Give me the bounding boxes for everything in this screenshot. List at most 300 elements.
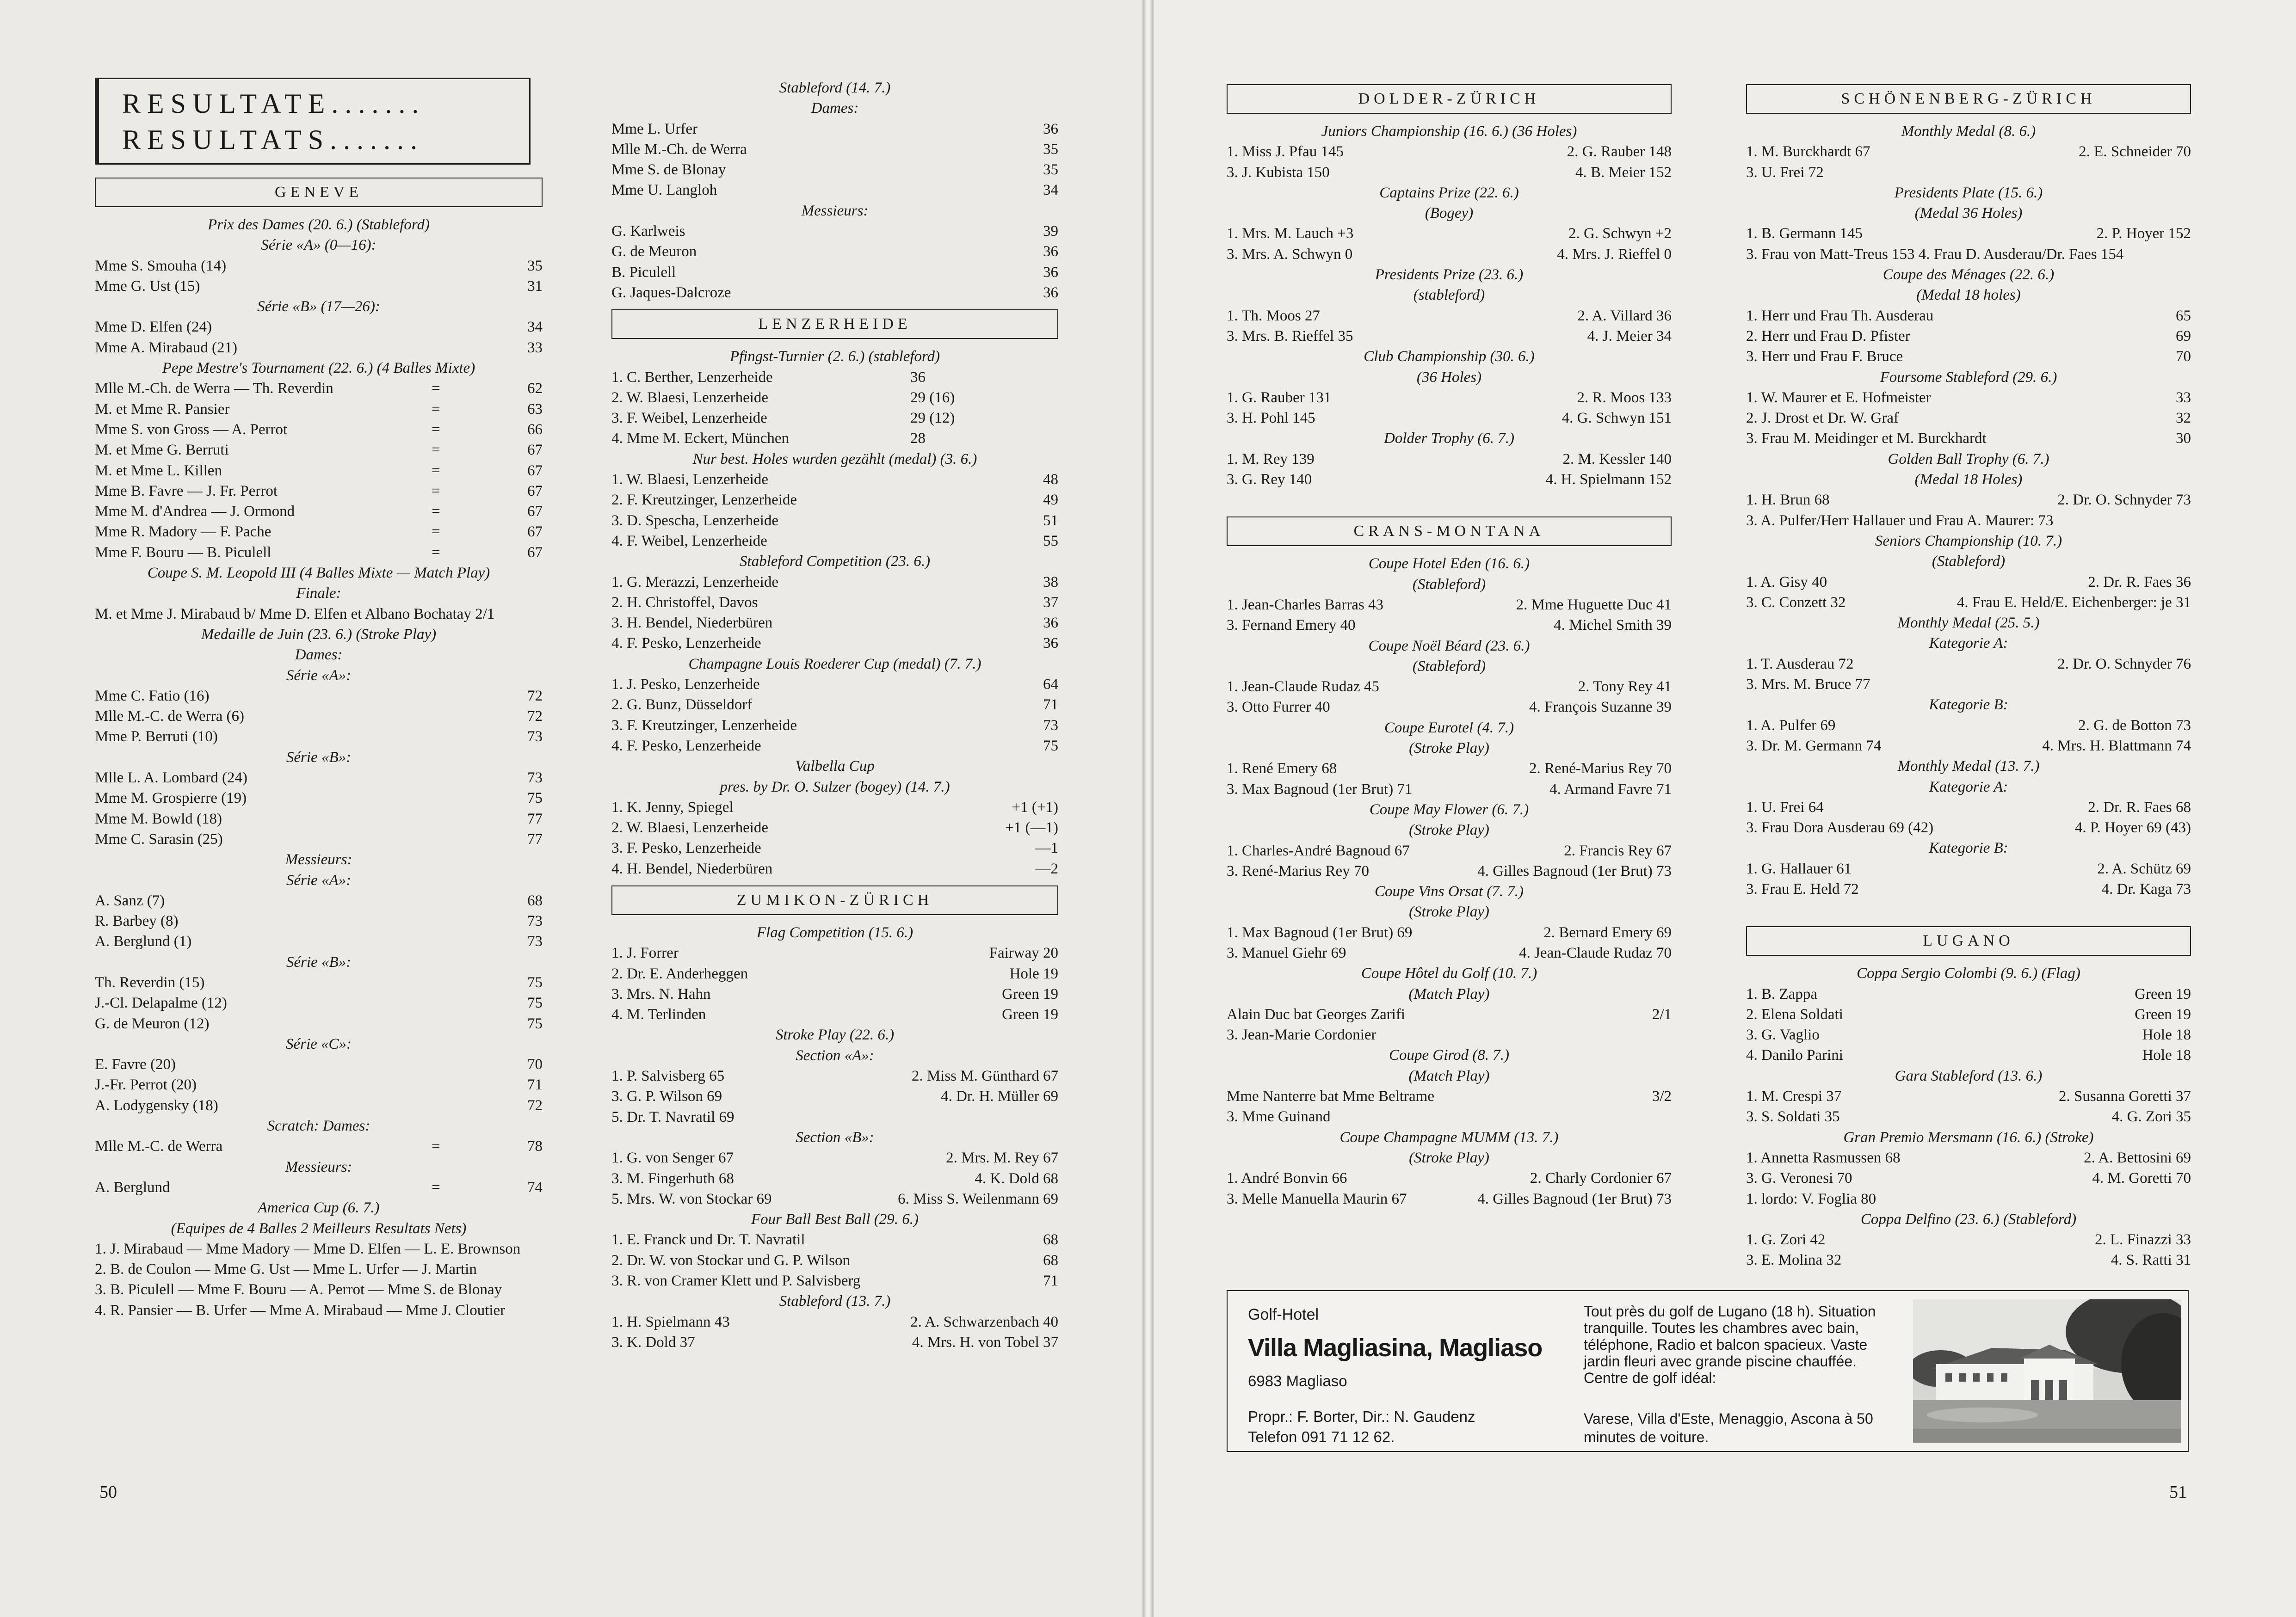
competition-heading: Messieurs: <box>285 851 352 868</box>
result-right: 2. A. Schwarzenbach 40 <box>910 1313 1058 1330</box>
result-row <box>611 1332 1058 1353</box>
result-row <box>611 531 1058 551</box>
result-row <box>1227 1189 1672 1209</box>
result-name: M. et Mme G. Berruti <box>95 442 229 459</box>
result-left: J.-Cl. Delapalme (12) <box>95 995 227 1012</box>
club-section-header: ZUMIKON-ZÜRICH <box>611 885 1058 915</box>
competition-heading: Club Championship (30. 6.) <box>1364 348 1535 365</box>
result-row <box>95 993 543 1013</box>
result-right: 73 <box>527 933 543 950</box>
result-left: 3. Mme Guinand <box>1227 1108 1331 1125</box>
competition-heading: (Medal 36 Holes) <box>1914 205 2023 222</box>
result-right: Hole 19 <box>1009 965 1058 982</box>
equals-sign: = <box>432 380 440 397</box>
result-right: 2. Charly Cordonier 67 <box>1530 1170 1672 1187</box>
result-left: 3. Mrs. A. Schwyn 0 <box>1227 246 1353 263</box>
result-row <box>1227 758 1672 779</box>
ad-phone: Telefon 091 71 12 62. <box>1248 1428 1395 1445</box>
result-row <box>611 1148 1058 1168</box>
result-row <box>611 859 1058 879</box>
club-section-header: DOLDER-ZÜRICH <box>1227 84 1672 114</box>
result-left: 1. G. Rauber 131 <box>1227 389 1332 406</box>
competition-heading: (Match Play) <box>1408 1067 1490 1084</box>
result-right: 4. Mrs. H. von Tobel 37 <box>912 1334 1058 1351</box>
result-left: 1. Mrs. M. Lauch +3 <box>1227 225 1354 242</box>
result-row <box>1227 697 1672 717</box>
result-left: Mlle M.-C. de Werra (6) <box>95 708 244 725</box>
result-row <box>611 818 1058 838</box>
result-row <box>1227 861 1672 881</box>
result-right: 4. Dr. H. Müller 69 <box>941 1088 1058 1105</box>
section-spacer <box>1746 899 2191 920</box>
result-left: 1. P. Salvisberg 65 <box>611 1068 725 1085</box>
result-right: 2. L. Finazzi 33 <box>2094 1231 2191 1248</box>
result-right: 36 <box>1043 264 1058 281</box>
competition-heading: (stableford) <box>1413 287 1485 304</box>
result-left: 3. G. Veronesi 70 <box>1746 1170 1852 1187</box>
result-left: 2. F. Kreutzinger, Lenzerheide <box>611 492 797 509</box>
result-left: 1. Annetta Rasmussen 68 <box>1746 1149 1901 1166</box>
column-four <box>1746 78 2191 1271</box>
result-left: Mme S. Smouha (14) <box>95 257 227 274</box>
competition-heading: Dames: <box>295 646 343 664</box>
result-row <box>1227 1025 1672 1045</box>
result-left: 1. J. Pesko, Lenzerheide <box>611 676 760 693</box>
result-left: 4. F. Pesko, Lenzerheide <box>611 737 761 754</box>
result-left: 1. W. Maurer et E. Hofmeister <box>1746 389 1931 406</box>
result-left: G. Karlweis <box>611 223 685 240</box>
result-row <box>95 911 543 931</box>
result-right: —1 <box>1035 840 1058 857</box>
title-line-german: RESULTATE....... <box>122 88 426 119</box>
result-row <box>1746 674 2191 695</box>
result-right: 2. Francis Rey 67 <box>1564 842 1672 859</box>
result-row <box>611 1189 1058 1209</box>
result-right: 32 <box>2176 410 2191 427</box>
equals-sign: = <box>432 482 440 499</box>
result-row <box>1227 615 1672 635</box>
result-left: 1. Charles-André Bagnoud 67 <box>1227 842 1410 859</box>
result-right: 75 <box>1043 737 1058 754</box>
result-right: 55 <box>1043 532 1058 549</box>
result-right: 2. M. Kessler 140 <box>1562 450 1672 467</box>
result-left: 3. Frau von Matt-Treus 153 4. Frau D. Ausderau/Dr. Faes 154 <box>1746 246 2124 263</box>
result-row <box>1227 141 1672 162</box>
result-row <box>95 419 543 440</box>
result-row <box>1746 244 2191 264</box>
result-row <box>611 408 1058 428</box>
result-right: 37 <box>1043 594 1058 611</box>
competition-heading: Monthly Medal (13. 7.) <box>1897 758 2040 775</box>
result-left: Mlle L. A. Lombard (24) <box>95 769 247 787</box>
result-left: 3. Fernand Emery 40 <box>1227 617 1356 634</box>
result-row <box>95 1014 543 1034</box>
result-right: Green 19 <box>1002 1006 1058 1023</box>
result-row <box>1746 162 2191 183</box>
competition-heading: Presidents Prize (23. 6.) <box>1375 266 1524 283</box>
col2-results <box>611 78 1058 1353</box>
result-left: 2. H. Christoffel, Davos <box>611 594 758 611</box>
result-right: 2. Tony Rey 41 <box>1578 678 1672 695</box>
hotel-photo <box>1913 1299 2181 1443</box>
result-left: 1. M. Rey 139 <box>1227 450 1315 467</box>
result-left: 4. Danilo Parini <box>1746 1047 1843 1064</box>
competition-heading: Coupe Noël Béard (23. 6.) <box>1368 637 1530 654</box>
result-right: 4. Mrs. J. Rieffel 0 <box>1557 246 1672 263</box>
result-left: 1. lordo: V. Foglia 80 <box>1746 1190 1876 1207</box>
competition-heading: Gran Premio Mersmann (16. 6.) (Stroke) <box>1843 1129 2094 1146</box>
result-left: 3. René-Marius Rey 70 <box>1227 862 1369 879</box>
competition-heading: (Stableford) <box>1412 576 1486 593</box>
competition-heading: Kategorie B: <box>1929 696 2008 713</box>
result-right: 4. G. Schwyn 151 <box>1562 410 1672 427</box>
result-row <box>1746 1168 2191 1188</box>
result-row <box>95 501 543 522</box>
result-left: 3. E. Molina 32 <box>1746 1252 1842 1269</box>
result-row <box>1227 595 1672 615</box>
ad-destinations: Varese, Villa d'Este, Menaggio, Ascona à 50 minutes de voiture. <box>1584 1410 1873 1445</box>
result-right: 6. Miss S. Weilenmann 69 <box>898 1190 1058 1207</box>
result-row <box>1746 346 2191 367</box>
result-left: 1. Miss J. Pfau 145 <box>1227 143 1344 160</box>
competition-heading: Dolder Trophy (6. 7.) <box>1383 430 1514 447</box>
competition-heading: (Stroke Play) <box>1409 822 1489 839</box>
result-row <box>1746 572 2191 592</box>
competition-heading: Stableford Competition (23. 6.) <box>739 553 931 570</box>
result-left: 2. Elena Soldati <box>1746 1006 1843 1023</box>
result-row <box>95 317 543 337</box>
result-right: 2. Susanna Goretti 37 <box>2059 1088 2191 1105</box>
club-section-header: SCHÖNENBERG-ZÜRICH <box>1746 84 2191 114</box>
result-left: Th. Reverdin (15) <box>95 974 205 991</box>
result-row <box>1227 326 1672 346</box>
result-left: 3. Frau E. Held 72 <box>1746 880 1859 898</box>
result-left: 1. H. Brun 68 <box>1746 492 1830 509</box>
result-row <box>611 160 1058 180</box>
competition-heading: Coppa Delfino (23. 6.) (Stableford) <box>1860 1211 2077 1228</box>
result-left: G. de Meuron (12) <box>95 1015 210 1032</box>
result-row <box>1227 223 1672 244</box>
result-left: 1. Th. Moos 27 <box>1227 307 1320 324</box>
result-row <box>95 706 543 726</box>
competition-heading: Kategorie A: <box>1929 778 2008 795</box>
result-row <box>611 613 1058 633</box>
equals-sign: = <box>432 421 440 438</box>
ad-kicker: Golf-Hotel <box>1248 1306 1319 1323</box>
result-right: Fairway 20 <box>989 945 1058 962</box>
competition-heading: Monthly Medal (8. 6.) <box>1901 123 2036 140</box>
page-number-right: 51 <box>2169 1482 2187 1502</box>
result-row <box>611 119 1058 139</box>
result-left: Mme D. Elfen (24) <box>95 319 212 336</box>
result-left: Mme C. Fatio (16) <box>95 687 210 704</box>
result-line: M. et Mme J. Mirabaud b/ Mme D. Elfen et Albano Bochatay 2/1 <box>95 605 495 622</box>
competition-heading: Série «B»: <box>286 953 352 971</box>
result-right: —2 <box>1035 860 1058 877</box>
result-left: Mlle M.-Ch. de Werra <box>611 141 747 158</box>
result-row <box>1746 428 2191 449</box>
result-left: 1. W. Blaesi, Lenzerheide <box>611 471 769 488</box>
result-row <box>611 964 1058 984</box>
result-right: 36 <box>1043 615 1058 632</box>
ad-town: 6983 Magliaso <box>1248 1372 1347 1390</box>
result-left: 5. Dr. T. Navratil 69 <box>611 1108 734 1125</box>
result-left: 3. Mrs. M. Bruce 77 <box>1746 676 1870 693</box>
result-row <box>1746 1107 2191 1127</box>
result-left: 1. M. Burckhardt 67 <box>1746 143 1870 160</box>
result-row <box>1746 326 2191 346</box>
result-right: 2. G. Rauber 148 <box>1567 143 1672 160</box>
team-result: 3. B. Piculell — Mme F. Bouru — A. Perrot — Mme S. de Blonay <box>95 1281 502 1298</box>
result-right: 31 <box>527 277 543 295</box>
result-right: 77 <box>527 830 543 848</box>
result-score: 66 <box>527 421 543 438</box>
result-row <box>611 674 1058 695</box>
competition-heading: Presidents Plate (15. 6.) <box>1894 184 2043 201</box>
result-right: 4. Dr. Kaga 73 <box>2101 880 2191 898</box>
result-row <box>95 256 543 276</box>
result-left: 1. A. Pulfer 69 <box>1746 717 1836 734</box>
result-right: 72 <box>527 1097 543 1114</box>
result-left: 3. Otto Furrer 40 <box>1227 699 1330 716</box>
result-row <box>95 276 543 296</box>
column-two <box>611 78 1058 1353</box>
result-right: 48 <box>1043 471 1058 488</box>
result-row <box>1746 879 2191 899</box>
club-section-header: LUGANO <box>1746 926 2191 956</box>
result-left: 1. G. Merazzi, Lenzerheide <box>611 573 778 590</box>
result-left: 2. Dr. E. Anderheggen <box>611 965 748 982</box>
result-right: 72 <box>527 708 543 725</box>
result-right: 4. François Suzanne 39 <box>1529 699 1672 716</box>
result-right: 75 <box>527 974 543 991</box>
left-page <box>0 0 1142 1617</box>
result-right: 71 <box>1043 696 1058 713</box>
result-row <box>611 984 1058 1004</box>
result-right: 4. Frau E. Held/E. Eichenberger: je 31 <box>1957 594 2191 611</box>
result-row <box>611 1066 1058 1086</box>
result-left: 3. S. Soldati 35 <box>1746 1108 1840 1125</box>
result-left: E. Favre (20) <box>95 1056 176 1073</box>
book-gutter <box>1142 0 1154 1617</box>
result-row <box>1746 490 2191 510</box>
result-row <box>611 510 1058 531</box>
result-left: A. Lodygensky (18) <box>95 1097 218 1114</box>
result-right: 68 <box>1043 1252 1058 1269</box>
result-right: 39 <box>1043 223 1058 240</box>
competition-heading: Coupe des Ménages (22. 6.) <box>1882 266 2055 283</box>
result-left: 1. K. Jenny, Spiegel <box>611 799 734 816</box>
result-row <box>1227 244 1672 264</box>
result-row <box>611 1230 1058 1250</box>
result-right: 30 <box>2176 430 2191 447</box>
competition-heading: Section «B»: <box>796 1129 874 1146</box>
competition-heading: (36 Holes) <box>1416 369 1482 386</box>
result-row <box>1746 592 2191 613</box>
result-row <box>1227 1168 1672 1188</box>
result-left: 3. M. Fingerhuth 68 <box>611 1170 734 1187</box>
result-left: 3. H. Pohl 145 <box>1227 410 1315 427</box>
result-left: Mme M. Grospierre (19) <box>95 790 247 807</box>
competition-heading: (Stroke Play) <box>1409 1149 1489 1166</box>
result-row <box>1227 676 1672 697</box>
result-right: 2. A. Villard 36 <box>1577 307 1672 324</box>
competition-heading: Série «B»: <box>286 749 352 766</box>
competition-heading: Seniors Championship (10. 7.) <box>1875 532 2062 549</box>
equals-sign: = <box>432 544 440 561</box>
ad-owner: Propr.: F. Borter, Dir.: N. Gaudenz <box>1248 1408 1475 1425</box>
result-left: 3. H. Bendel, Niederbüren <box>611 615 773 632</box>
result-right: 2. Dr. O. Schnyder 73 <box>2057 492 2191 509</box>
result-row <box>1227 469 1672 490</box>
result-right: Green 19 <box>1002 985 1058 1002</box>
result-row <box>611 241 1058 262</box>
result-right: 71 <box>1043 1273 1058 1290</box>
result-right: Hole 18 <box>2142 1027 2191 1044</box>
result-row <box>611 490 1058 510</box>
result-row <box>611 1271 1058 1291</box>
ad-description: Tout près du golf de Lugano (18 h). Situation tranquille. Toutes les chambres avec bain, téléphone, Radio et balcon spacieux. Vaste jardin fleuri avec grande piscine chauffée. Centre de golf idéal: <box>1584 1303 1876 1386</box>
competition-heading: (Stroke Play) <box>1409 740 1489 757</box>
result-left: 3. Dr. M. Germann 74 <box>1746 737 1882 754</box>
result-row <box>611 838 1058 858</box>
equals-sign: = <box>432 462 440 479</box>
result-row <box>611 592 1058 613</box>
competition-heading: Nur best. Holes wurden gezählt (medal) (3. 6.) <box>692 450 977 467</box>
result-right: 2. René-Marius Rey 70 <box>1529 760 1672 777</box>
result-right: 51 <box>1043 512 1058 529</box>
equals-sign: = <box>432 523 440 541</box>
result-row <box>1746 1086 2191 1107</box>
competition-heading: Pfingst-Turnier (2. 6.) (stableford) <box>729 348 940 365</box>
result-right: 2. A. Schütz 69 <box>2097 860 2191 877</box>
result-left: A. Sanz (7) <box>95 892 165 909</box>
competition-heading: Coupe Girod (8. 7.) <box>1389 1047 1509 1064</box>
competition-heading: pres. by Dr. O. Sulzer (bogey) (14. 7.) <box>720 778 950 795</box>
result-left: Mme G. Ust (15) <box>95 277 200 295</box>
result-row <box>611 572 1058 592</box>
competition-heading: Flag Competition (15. 6.) <box>756 924 913 941</box>
result-score: 67 <box>527 503 543 520</box>
result-row <box>1746 306 2191 326</box>
result-right: 2. G. Schwyn +2 <box>1568 225 1672 242</box>
result-row <box>611 1107 1058 1127</box>
result-left: Mme P. Berruti (10) <box>95 728 218 745</box>
result-name: Mme R. Madory — F. Pache <box>95 523 272 541</box>
result-row <box>1746 736 2191 756</box>
result-right: 2. Dr. O. Schnyder 76 <box>2057 655 2191 672</box>
competition-heading: Golden Ball Trophy (6. 7.) <box>1888 450 2049 467</box>
result-row <box>95 726 543 747</box>
result-name: M. et Mme L. Killen <box>95 462 222 479</box>
competition-heading: Pepe Mestre's Tournament (22. 6.) (4 Balles Mixte) <box>162 360 475 377</box>
result-left: 1. G. Hallauer 61 <box>1746 860 1852 877</box>
result-name: 4. Mme M. Eckert, München <box>611 430 789 447</box>
result-row <box>95 686 543 706</box>
result-left: 3. J. Kubista 150 <box>1227 164 1330 181</box>
result-left: 2. G. Bunz, Düsseldorf <box>611 696 753 713</box>
result-left: 3. F. Pesko, Lenzerheide <box>611 840 761 857</box>
result-right: 2. Mme Huguette Duc 41 <box>1516 596 1672 613</box>
result-right: 69 <box>2176 327 2191 344</box>
result-row <box>1227 162 1672 183</box>
competition-heading: Série «B» (17—26): <box>257 298 380 315</box>
result-row <box>95 399 543 419</box>
result-name: 2. W. Blaesi, Lenzerheide <box>611 389 769 406</box>
result-row <box>1227 408 1672 428</box>
competition-heading: Coupe May Flower (6. 7.) <box>1369 801 1529 818</box>
result-row <box>1746 654 2191 674</box>
result-right: 4. J. Meier 34 <box>1587 327 1672 344</box>
result-left: 3. Mrs. N. Hahn <box>611 985 711 1002</box>
result-right: 34 <box>1043 182 1058 199</box>
result-left: 1. Max Bagnoud (1er Brut) 69 <box>1227 924 1413 941</box>
result-right: 2. Dr. R. Faes 68 <box>2088 799 2191 816</box>
result-left: 3. Max Bagnoud (1er Brut) 71 <box>1227 781 1413 798</box>
result-row <box>95 931 543 952</box>
result-right: 70 <box>527 1056 543 1073</box>
result-left: Mme Nanterre bat Mme Beltrame <box>1227 1088 1434 1105</box>
result-right: 2. Dr. R. Faes 36 <box>2088 573 2191 590</box>
result-row <box>1227 387 1672 408</box>
title-line-french: RESULTATS....... <box>122 124 424 155</box>
result-left: 3. Mrs. B. Rieffel 35 <box>1227 327 1353 344</box>
result-left: 1. H. Spielmann 43 <box>611 1313 730 1330</box>
competition-heading: Stableford (13. 7.) <box>779 1293 891 1310</box>
result-right: 49 <box>1043 492 1058 509</box>
competition-heading: Coupe S. M. Leopold III (4 Balles Mixte — Match Play) <box>147 565 490 582</box>
geneve-results <box>95 215 543 1321</box>
result-left: 3. Frau M. Meidinger et M. Burckhardt <box>1746 430 1987 447</box>
club-section-header: CRANS-MONTANA <box>1227 516 1672 546</box>
result-left: 1. M. Crespi 37 <box>1746 1088 1842 1105</box>
result-row <box>611 387 1058 408</box>
competition-heading: Prix des Dames (20. 6.) (Stableford) <box>208 216 430 233</box>
result-left: 1. René Emery 68 <box>1227 760 1337 777</box>
result-row <box>611 633 1058 653</box>
result-right: 75 <box>527 790 543 807</box>
result-right: 73 <box>527 913 543 930</box>
competition-heading: Medaille de Juin (23. 6.) (Stroke Play) <box>201 626 437 643</box>
result-right: 4. G. Zori 35 <box>2111 1108 2191 1125</box>
result-right: +1 (—1) <box>1005 819 1058 836</box>
result-row <box>1746 1189 2191 1209</box>
result-left: 1. U. Frei 64 <box>1746 799 1824 816</box>
result-right: 4. Michel Smith 39 <box>1554 617 1672 634</box>
result-row <box>1227 1004 1672 1025</box>
result-row <box>95 1054 543 1075</box>
result-right: Green 19 <box>2135 985 2191 1002</box>
equals-sign: = <box>432 1138 440 1155</box>
result-score: 67 <box>527 462 543 479</box>
competition-heading: Coupe Eurotel (4. 7.) <box>1384 719 1514 736</box>
result-left: 1. T. Ausderau 72 <box>1746 655 1854 672</box>
result-right: 4. Jean-Claude Rudaz 70 <box>1519 944 1672 961</box>
equals-sign: = <box>432 503 440 520</box>
hotel-photo-illustration <box>1913 1299 2181 1443</box>
result-row <box>95 1136 543 1156</box>
result-left: 4. F. Weibel, Lenzerheide <box>611 532 767 549</box>
col3-results <box>1227 84 1672 1209</box>
result-left: 4. M. Terlinden <box>611 1006 706 1023</box>
result-left: 4. H. Bendel, Niederbüren <box>611 860 773 877</box>
result-name: Mlle M.-C. de Werra <box>95 1138 223 1155</box>
result-row <box>1746 1025 2191 1045</box>
result-left: Mme L. Urfer <box>611 120 698 137</box>
result-score: 62 <box>527 380 543 397</box>
result-right: 36 <box>1043 635 1058 652</box>
result-row <box>1227 841 1672 861</box>
